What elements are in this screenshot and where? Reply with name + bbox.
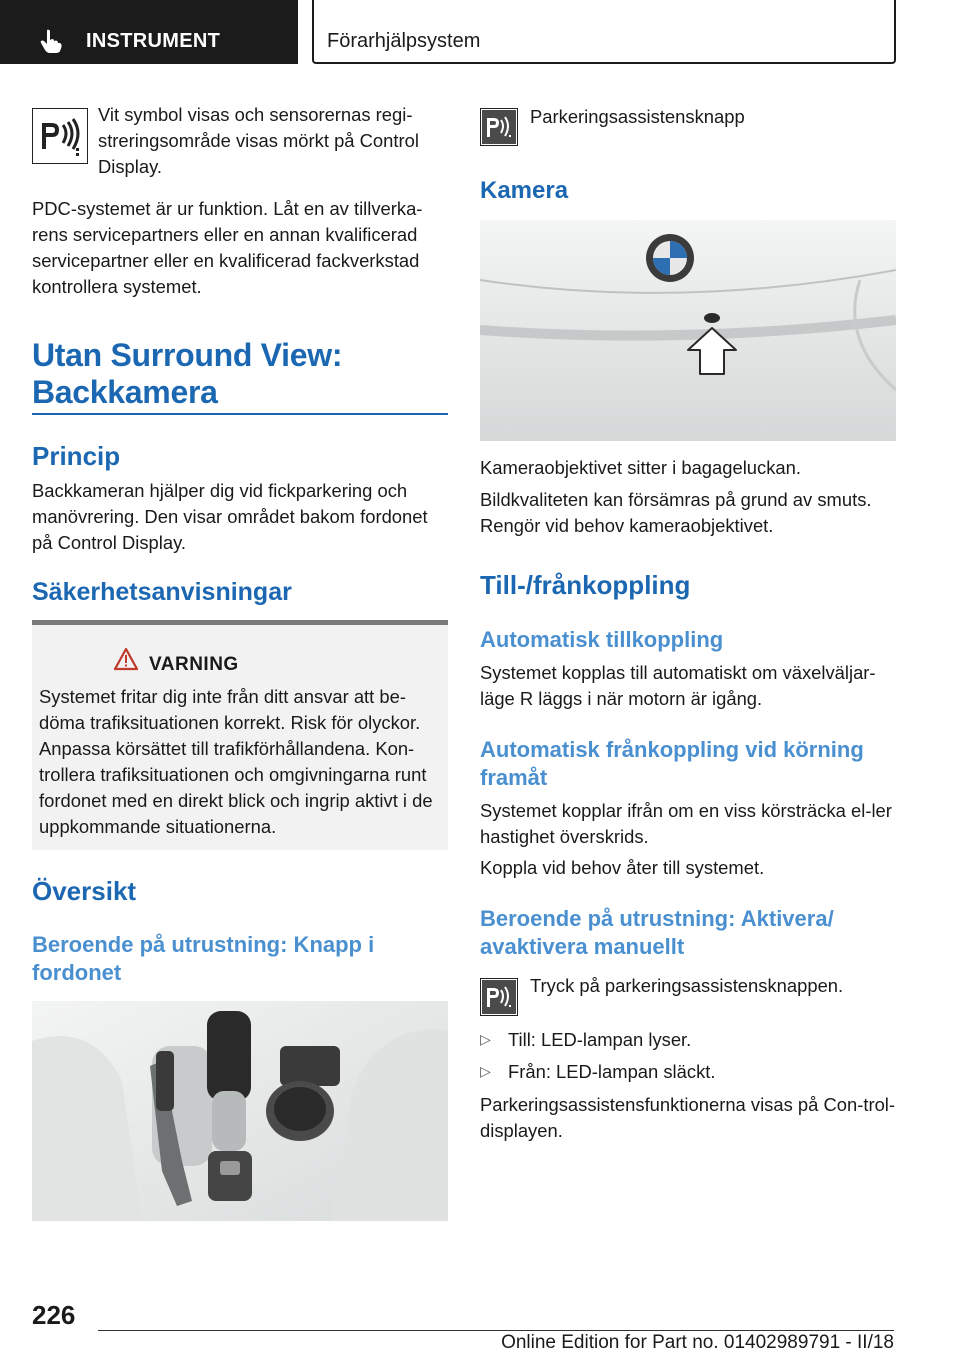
- parking-assist-button-symbol: [480, 108, 518, 146]
- chapter-tab[interactable]: [0, 0, 298, 64]
- section-label: Förarhjälpsystem: [327, 30, 481, 52]
- chapter-label: INSTRUMENT: [86, 30, 221, 52]
- parking-assist-icon: [482, 980, 516, 1014]
- camera-heading: Kamera: [480, 177, 569, 204]
- manual-text: Tryck på parkeringsassistensknappen.: [530, 975, 844, 996]
- auto-off-reconnect-text: Koppla vid behov åter till systemet.: [480, 857, 765, 878]
- parking-sensor-icon: [35, 111, 85, 161]
- principle-heading: Princip: [32, 441, 121, 471]
- button-caption: Parkeringsassistensknapp: [530, 106, 745, 127]
- center-console-illustration: [32, 1001, 448, 1221]
- list-item: [480, 1029, 896, 1051]
- parking-assist-icon: [482, 110, 516, 144]
- bullet-triangle-icon: ▷: [480, 1031, 491, 1047]
- camera-quality-text: Bildkvaliteten kan försämras på grund av smuts. Rengör vid behov kameraobjektivet.: [480, 489, 872, 536]
- safety-heading: Säkerhetsanvisningar: [32, 578, 292, 606]
- auto-off-heading: Automatisk frånkoppling vid körning framåt: [480, 737, 864, 790]
- section-title-line1: Utan Surround View:: [32, 337, 343, 373]
- auto-on-heading: Automatisk tillkoppling: [480, 627, 724, 652]
- section-title: [32, 337, 448, 411]
- warning-title: VARNING: [149, 654, 239, 675]
- footer-divider: [98, 1330, 894, 1331]
- hand-pointer-icon: [38, 28, 64, 54]
- section-title-line2: Backkamera: [32, 374, 218, 410]
- warning-box: [32, 620, 448, 850]
- closing-text: Parkeringsassistensfunktionerna visas på Con-trol-displayen.: [480, 1094, 896, 1141]
- warning-text: Systemet fritar dig inte från ditt ansvar att be-döma trafiksituationen korrekt. Risk för olyckor. Anpassa körsättet till trafikförhållandena. Kon-trollera trafiksituationen och omgivningarna runt fordonet med en direkt blick och ingrip aktivt i de uppkommande situationerna.: [39, 686, 433, 837]
- overview-heading: Översikt: [32, 876, 137, 906]
- pdc-sensor-symbol: [32, 108, 88, 164]
- symbol-description: Vit symbol visas och sensorernas regi-streringsområde visas mörkt på Control Display.: [98, 104, 419, 177]
- page-number: 226: [32, 1300, 76, 1330]
- trunk-camera-illustration: [480, 220, 896, 441]
- edition-footer: Online Edition for Part no. 01402989791 - II/18: [501, 1332, 894, 1353]
- bullet-triangle-icon: ▷: [480, 1063, 491, 1079]
- page-header: [0, 0, 960, 66]
- onoff-heading: Till-/frånkoppling: [480, 570, 691, 600]
- list-item-text: Från: LED-lampan släckt.: [508, 1061, 716, 1082]
- auto-on-text: Systemet kopplas till automatiskt om växelväljar-läge R läggs i när motorn är igång.: [480, 662, 876, 709]
- parking-assist-button-symbol-2: [480, 978, 518, 1016]
- camera-location-text: Kameraobjektivet sitter i bagageluckan.: [480, 457, 801, 478]
- center-console-photo: [32, 1001, 448, 1221]
- manual-heading: Beroende på utrustning: Aktivera/ avaktivera manuellt: [480, 906, 834, 959]
- trunk-camera-photo: [480, 220, 896, 441]
- pdc-malfunction-text: PDC-systemet är ur funktion. Låt en av tillverka-rens servicepartners eller en annan kvalificerad servicepartner eller en kvalificerad fackverkstad kontrollera systemet.: [32, 198, 423, 297]
- warning-triangle-icon: [113, 647, 139, 671]
- list-item-text: Till: LED-lampan lyser.: [508, 1029, 692, 1050]
- list-item: [480, 1061, 896, 1083]
- equip-button-heading: Beroende på utrustning: Knapp i fordonet: [32, 932, 375, 985]
- section-tab[interactable]: [312, 0, 896, 64]
- auto-off-text: Systemet kopplar ifrån om en viss körsträcka el-ler hastighet överskrids.: [480, 800, 892, 847]
- section-divider: [32, 413, 448, 415]
- principle-text: Backkameran hjälper dig vid fickparkering och manövrering. Den visar området bakom fordonet på Control Display.: [32, 480, 428, 553]
